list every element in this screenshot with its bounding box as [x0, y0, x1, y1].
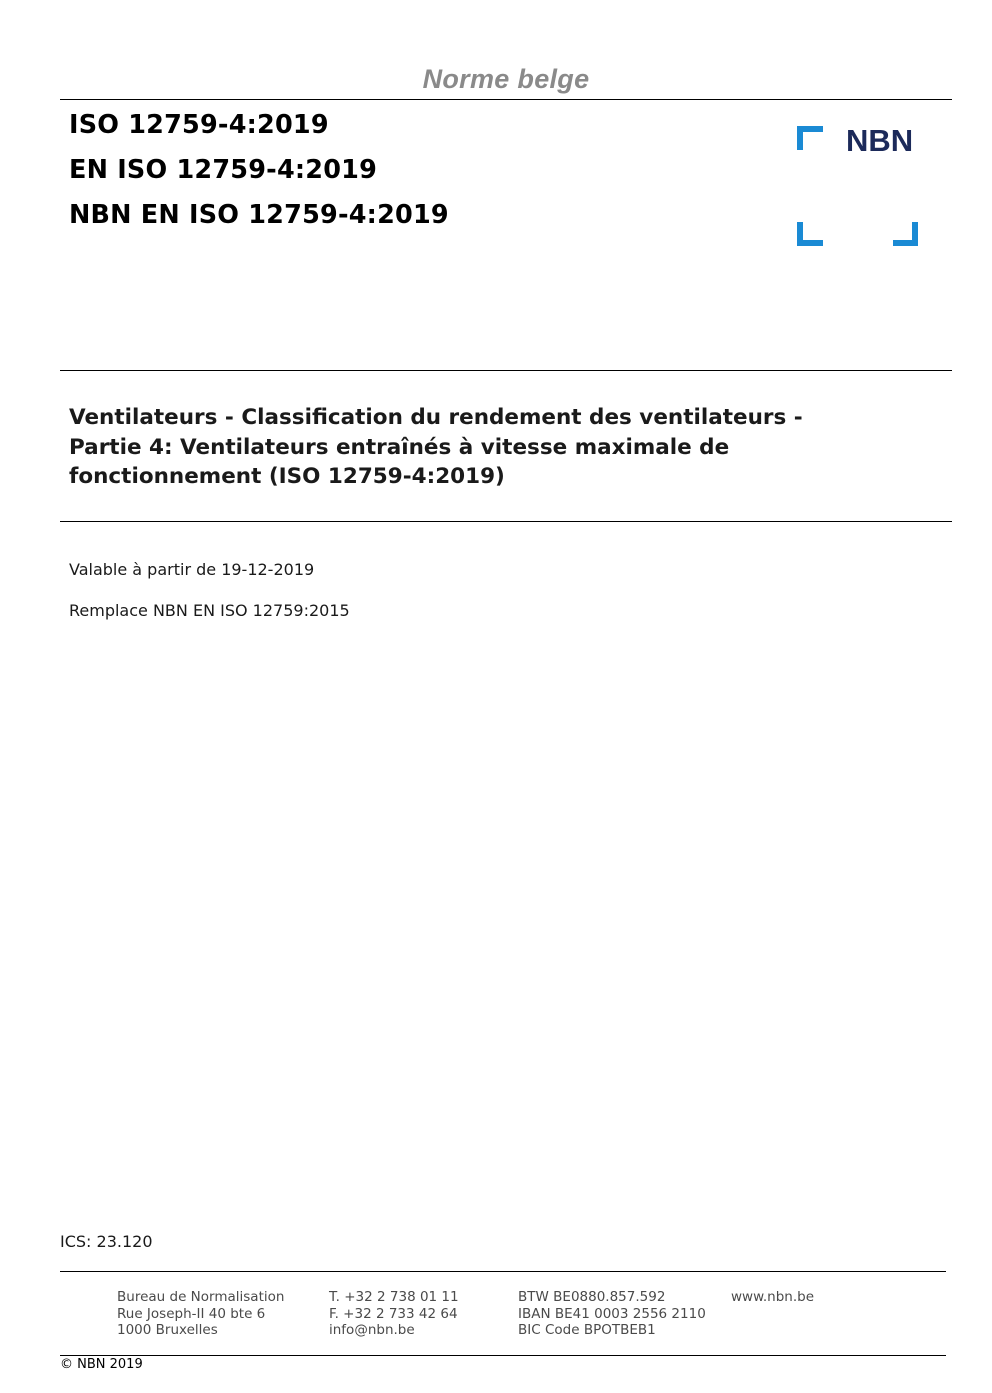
document-title [69, 403, 929, 492]
footer-contact [329, 1289, 459, 1339]
logo-corner-bottom-left-h [797, 240, 823, 246]
logo-corner-top-left-h [797, 126, 823, 132]
vat-number: BTW BE0880.857.592 [518, 1289, 666, 1305]
address-line: 1000 Bruxelles [117, 1322, 218, 1338]
ics-code: ICS: 23.120 [60, 1232, 153, 1251]
replaces-standard: Remplace NBN EN ISO 12759:2015 [69, 601, 350, 620]
copyright: © NBN 2019 [60, 1357, 143, 1372]
top-divider [60, 99, 952, 100]
phone: T. +32 2 738 01 11 [329, 1289, 459, 1305]
footer-bottom-divider [60, 1355, 946, 1356]
website-link[interactable]: www.nbn.be [731, 1289, 815, 1305]
nbn-en-iso-code: NBN EN ISO 12759-4:2019 [69, 200, 449, 230]
title-line-3: fonctionnement (ISO 12759-4:2019) [69, 464, 505, 489]
iban: IBAN BE41 0003 2556 2110 [518, 1305, 706, 1322]
fax: F. +32 2 733 42 64 [329, 1305, 458, 1322]
footer-web [731, 1289, 814, 1306]
footer-address [117, 1289, 284, 1339]
title-line-1: Ventilateurs - Classification du rendement des ventilateurs - [69, 405, 803, 430]
address-line: Rue Joseph-II 40 bte 6 [117, 1305, 266, 1322]
title-bottom-divider [60, 521, 952, 522]
title-line-2: Partie 4: Ventilateurs entraînés à vitesse maximale de [69, 434, 730, 460]
title-top-divider [60, 370, 952, 371]
bic-code: BIC Code BPOTBEB1 [518, 1322, 656, 1338]
header-label: Norme belge [422, 64, 590, 94]
nbn-logo [797, 124, 919, 248]
email-link[interactable]: info@nbn.be [329, 1322, 415, 1338]
footer-top-divider [60, 1271, 946, 1272]
address-line: Bureau de Normalisation [117, 1289, 285, 1305]
iso-code: ISO 12759-4:2019 [69, 110, 329, 140]
logo-corner-bottom-right-h [893, 240, 918, 246]
en-iso-code: EN ISO 12759-4:2019 [69, 155, 378, 185]
footer-bank [518, 1289, 706, 1339]
logo-text: NBN [846, 124, 914, 158]
validity-date: Valable à partir de 19-12-2019 [69, 560, 315, 579]
